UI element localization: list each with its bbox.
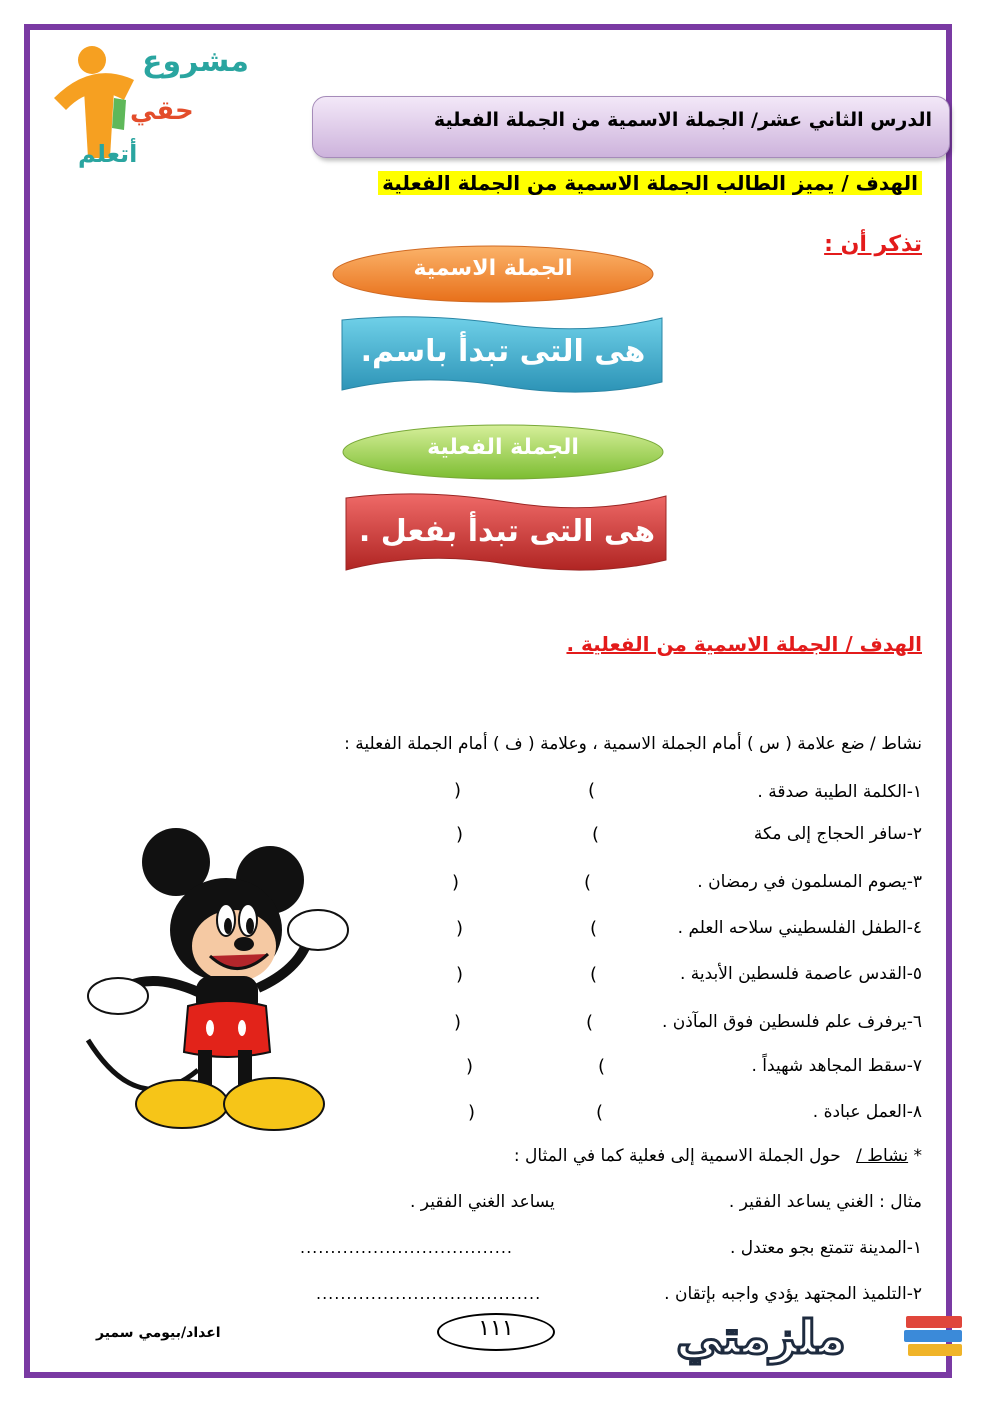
activity1-item: ٧-سقط المجاهد شهيداً . xyxy=(751,1056,922,1076)
answer-close-paren: ) xyxy=(468,1102,476,1123)
answer-open-paren: ( xyxy=(592,824,600,845)
activity2-star: * xyxy=(913,1146,922,1166)
nominal-label: الجملة الاسمية xyxy=(413,256,573,281)
watermark-logo: ملزمتي xyxy=(676,1310,846,1364)
answer-close-paren: ) xyxy=(456,918,464,939)
answer-open-paren: ( xyxy=(590,964,598,985)
answer-close-paren: ) xyxy=(466,1056,474,1077)
answer-close-paren: ) xyxy=(452,872,460,893)
nominal-definition: هى التى تبدأ باسم. xyxy=(360,334,646,369)
activity1-item: ١-الكلمة الطيبة صدقة . xyxy=(757,782,922,802)
logo-text-learn: أتعلم xyxy=(78,140,138,168)
answer-open-paren: ( xyxy=(584,872,592,893)
answer-close-paren: ) xyxy=(456,824,464,845)
page-number: ١١١ xyxy=(478,1316,514,1341)
answer-blank[interactable]: ................................... xyxy=(300,1238,514,1257)
activity1-item: ٢-سافر الحجاج إلى مكة xyxy=(753,824,922,844)
activity2-item: ١-المدينة تتمتع بجو معتدل . xyxy=(730,1238,922,1258)
verbal-definition: هى التى تبدأ بفعل . xyxy=(358,514,656,549)
answer-open-paren: ( xyxy=(588,780,596,801)
activity1-item: ٣-يصوم المسلمون في رمضان . xyxy=(697,872,922,892)
activity2-instruction: حول الجملة الاسمية إلى فعلية كما في المثال : xyxy=(513,1146,841,1166)
logo-text-project: مشروع xyxy=(142,44,249,79)
activity1-item: ٤-الطفل الفلسطيني سلاحه العلم . xyxy=(677,918,922,938)
activity1-item: ٨-العمل عبادة . xyxy=(812,1102,922,1122)
activity2-item: ٢-التلميذ المجتهد يؤدي واجبه بإتقان . xyxy=(664,1284,922,1304)
goal-highlight: الهدف / يميز الطالب الجملة الاسمية من الجملة الفعلية xyxy=(378,171,922,195)
mickey-mouse-illustration xyxy=(78,820,368,1140)
activity1-item: ٦-يرفرف علم فلسطين فوق المآذن . xyxy=(661,1012,922,1032)
logo-text-right: حقي xyxy=(130,96,194,126)
lesson-title: الدرس الثاني عشر/ الجملة الاسمية من الجملة الفعلية xyxy=(433,109,932,131)
answer-close-paren: ) xyxy=(454,780,462,801)
answer-close-paren: ) xyxy=(454,1012,462,1033)
example-sentence: مثال : الغني يساعد الفقير . xyxy=(728,1192,922,1212)
remember-heading: تذكر أن : xyxy=(824,232,922,257)
answer-open-paren: ( xyxy=(590,918,598,939)
answer-open-paren: ( xyxy=(586,1012,594,1033)
verbal-label: الجملة الفعلية xyxy=(427,435,579,460)
answer-blank[interactable]: ..................................... xyxy=(316,1284,542,1303)
activity1-instruction: نشاط / ضع علامة ( س ) أمام الجملة الاسمية ، وعلامة ( ف ) أمام الجملة الفعلية : xyxy=(344,734,922,754)
activity1-item: ٥-القدس عاصمة فلسطين الأبدية . xyxy=(679,964,922,984)
author-credit: اعداد/بيومي سمير xyxy=(96,1325,221,1341)
books-icon xyxy=(900,1308,970,1368)
activity2-label: نشاط / xyxy=(856,1146,909,1166)
answer-open-paren: ( xyxy=(598,1056,606,1077)
goal2-heading: الهدف / الجملة الاسمية من الفعلية . xyxy=(566,632,922,656)
page-border xyxy=(24,24,952,1378)
answer-close-paren: ) xyxy=(456,964,464,985)
answer-open-paren: ( xyxy=(596,1102,604,1123)
activity2-heading xyxy=(514,1146,922,1166)
example-answer: يساعد الغني الفقير . xyxy=(410,1192,555,1212)
